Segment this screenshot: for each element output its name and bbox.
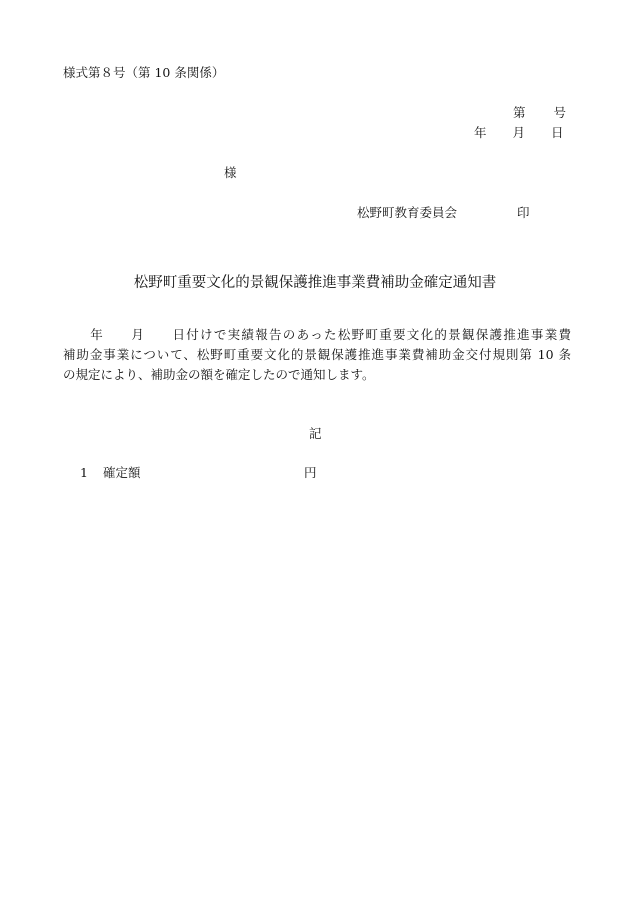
issue-date-year: 年 [474, 125, 487, 140]
document-title: 松野町重要文化的景観保護推進事業費補助金確定通知書 [133, 275, 497, 291]
item-unit: 円 [304, 465, 317, 480]
body-year: 年 [89, 327, 105, 342]
ki-heading: 記 [309, 426, 322, 441]
form-reference: 様式第８号（第 10 条関係） [63, 65, 225, 80]
issuer-name: 松野町教育委員会 [357, 205, 458, 220]
item-number: 1 [80, 465, 88, 480]
body-line-3: の規定により、補助金の額を確定したので通知します。 [63, 367, 375, 382]
issue-date-line [474, 127, 564, 140]
document-number-prefix: 第 [513, 105, 526, 120]
document-number-line [513, 107, 566, 120]
body-month: 月 [130, 327, 146, 342]
document-number-suffix: 号 [553, 105, 567, 120]
item-label: 確定額 [103, 465, 141, 480]
body-line-2: 補助金事業について、松野町重要文化的景観保護推進事業費補助金交付規則第 10 条 [63, 347, 571, 362]
addressee-suffix: 様 [224, 165, 237, 180]
body-paragraph [63, 325, 571, 385]
issue-date-month: 月 [512, 125, 526, 140]
body-line-1 [63, 325, 571, 345]
seal-mark: 印 [517, 205, 530, 220]
issue-date-day: 日 [551, 125, 564, 140]
body-line-1-text: 日付けで実績報告のあった松野町重要文化的景観保護推進事業費 [171, 327, 571, 342]
